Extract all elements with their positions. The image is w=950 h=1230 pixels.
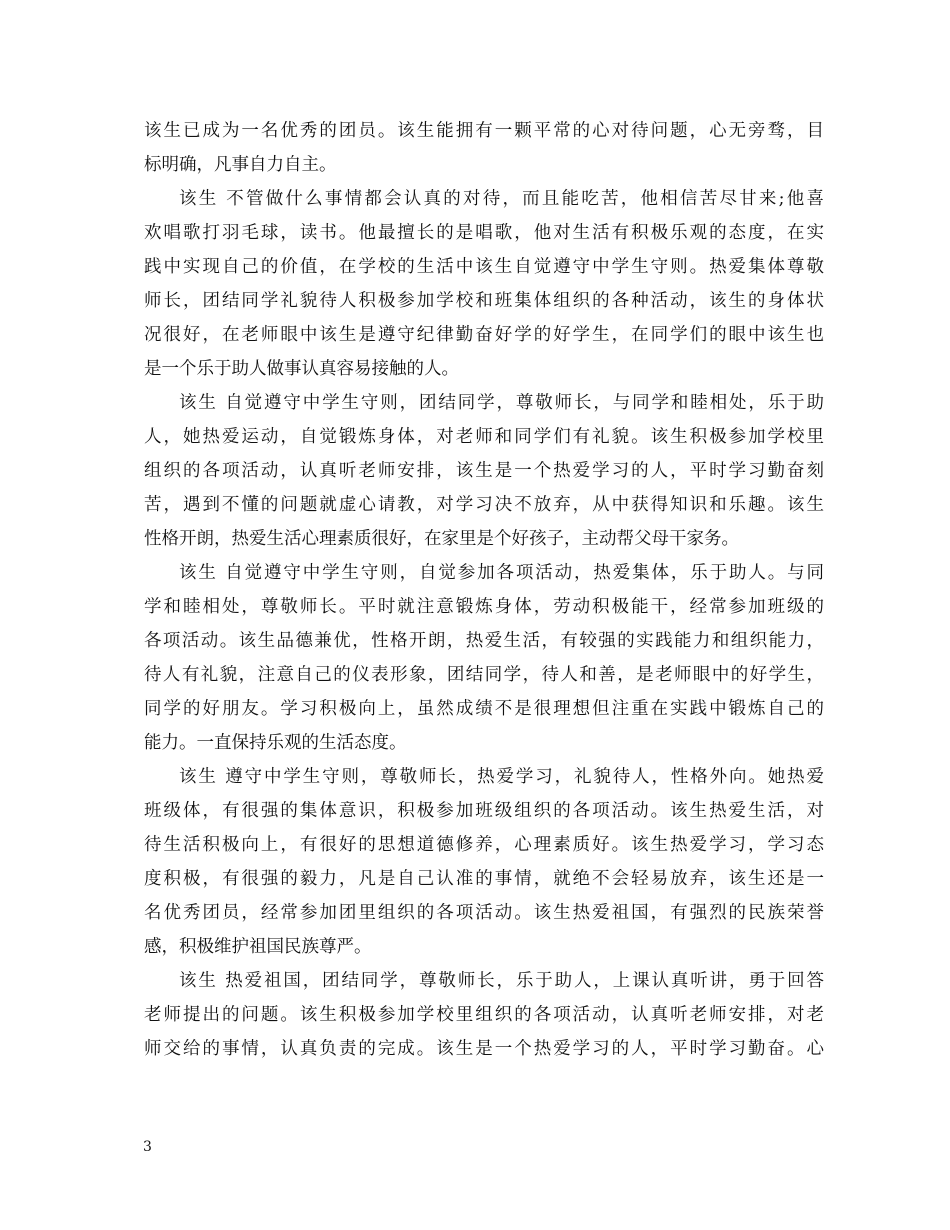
paragraph-6-line-3: 师交给的事情，认真负责的完成。该生是一个热爱学习的人，平时学习勤奋。心 [144, 1039, 824, 1059]
paragraph-4-line-2: 学和睦相处，尊敬师长。平时就注意锻炼身体，劳动积极能干，经常参加班级的 [144, 597, 824, 617]
paragraph-4-line-1: 该生 自觉遵守中学生守则，自觉参加各项活动，热爱集体，乐于助人。与同 [179, 563, 824, 583]
paragraph-2-line-2: 欢唱歌打羽毛球，读书。他最擅长的是唱歌，他对生活有积极乐观的态度，在实 [144, 223, 824, 243]
paragraph-2-line-6: 是一个乐于助人做事认真容易接触的人。 [144, 359, 459, 379]
paragraph-5-line-3: 待生活积极向上，有很好的思想道德修养，心理素质好。该生热爱学习，学习态 [144, 835, 824, 855]
paragraph-3-line-1: 该生 自觉遵守中学生守则，团结同学，尊敬师长，与同学和睦相处，乐于助 [179, 393, 824, 413]
paragraph-4-line-3: 各项活动。该生品德兼优，性格开朗，热爱生活，有较强的实践能力和组织能力， [144, 631, 824, 651]
paragraph-2-line-4: 师长，团结同学礼貌待人积极参加学校和班集体组织的各种活动，该生的身体状 [144, 291, 824, 311]
paragraph-6-line-2: 老师提出的问题。该生积极参加学校里组织的各项活动，认真听老师安排，对老 [144, 1005, 824, 1025]
paragraph-2-line-3: 践中实现自己的价值，在学校的生活中该生自觉遵守中学生守则。热爱集体尊敬 [144, 257, 824, 277]
paragraph-6-line-1: 该生 热爱祖国，团结同学，尊敬师长，乐于助人，上课认真听讲，勇于回答 [179, 971, 824, 991]
paragraph-2-line-5: 况很好，在老师眼中该生是遵守纪律勤奋好学的好学生，在同学们的眼中该生也 [144, 325, 824, 345]
page-number: 3 [143, 1139, 152, 1155]
paragraph-4-line-6: 能力。一直保持乐观的生活态度。 [144, 733, 407, 753]
paragraph-3-line-5: 性格开朗，热爱生活心理素质很好，在家里是个好孩子，主动帮父母干家务。 [144, 529, 739, 549]
paragraph-4-line-4: 待人有礼貌，注意自己的仪表形象，团结同学，待人和善，是老师眼中的好学生， [144, 665, 824, 685]
paragraph-3-line-3: 组织的各项活动，认真听老师安排，该生是一个热爱学习的人，平时学习勤奋刻 [144, 461, 824, 481]
paragraph-4-line-5: 同学的好朋友。学习积极向上，虽然成绩不是很理想但注重在实践中锻炼自己的 [144, 699, 824, 719]
paragraph-1-line-1: 该生已成为一名优秀的团员。该生能拥有一颗平常的心对待问题，心无旁骛，目 [144, 121, 824, 141]
paragraph-1-line-2: 标明确，凡事自力自主。 [144, 155, 337, 175]
paragraph-5-line-4: 度积极，有很强的毅力，凡是自己认准的事情，就绝不会轻易放弃，该生还是一 [144, 869, 824, 889]
paragraph-5-line-5: 名优秀团员，经常参加团里组织的各项活动。该生热爱祖国，有强烈的民族荣誉 [144, 903, 824, 923]
paragraph-5-line-2: 班级体，有很强的集体意识，积极参加班级组织的各项活动。该生热爱生活，对 [144, 801, 824, 821]
paragraph-3-line-2: 人，她热爱运动，自觉锻炼身体，对老师和同学们有礼貌。该生积极参加学校里 [144, 427, 824, 447]
paragraph-5-line-6: 感，积极维护祖国民族尊严。 [144, 937, 372, 957]
paragraph-5-line-1: 该生 遵守中学生守则，尊敬师长，热爱学习，礼貌待人，性格外向。她热爱 [179, 767, 824, 787]
paragraph-3-line-4: 苦，遇到不懂的问题就虚心请教，对学习决不放弃，从中获得知识和乐趣。该生 [144, 495, 824, 515]
paragraph-2-line-1: 该生 不管做什么事情都会认真的对待，而且能吃苦，他相信苦尽甘来;他喜 [179, 189, 824, 209]
